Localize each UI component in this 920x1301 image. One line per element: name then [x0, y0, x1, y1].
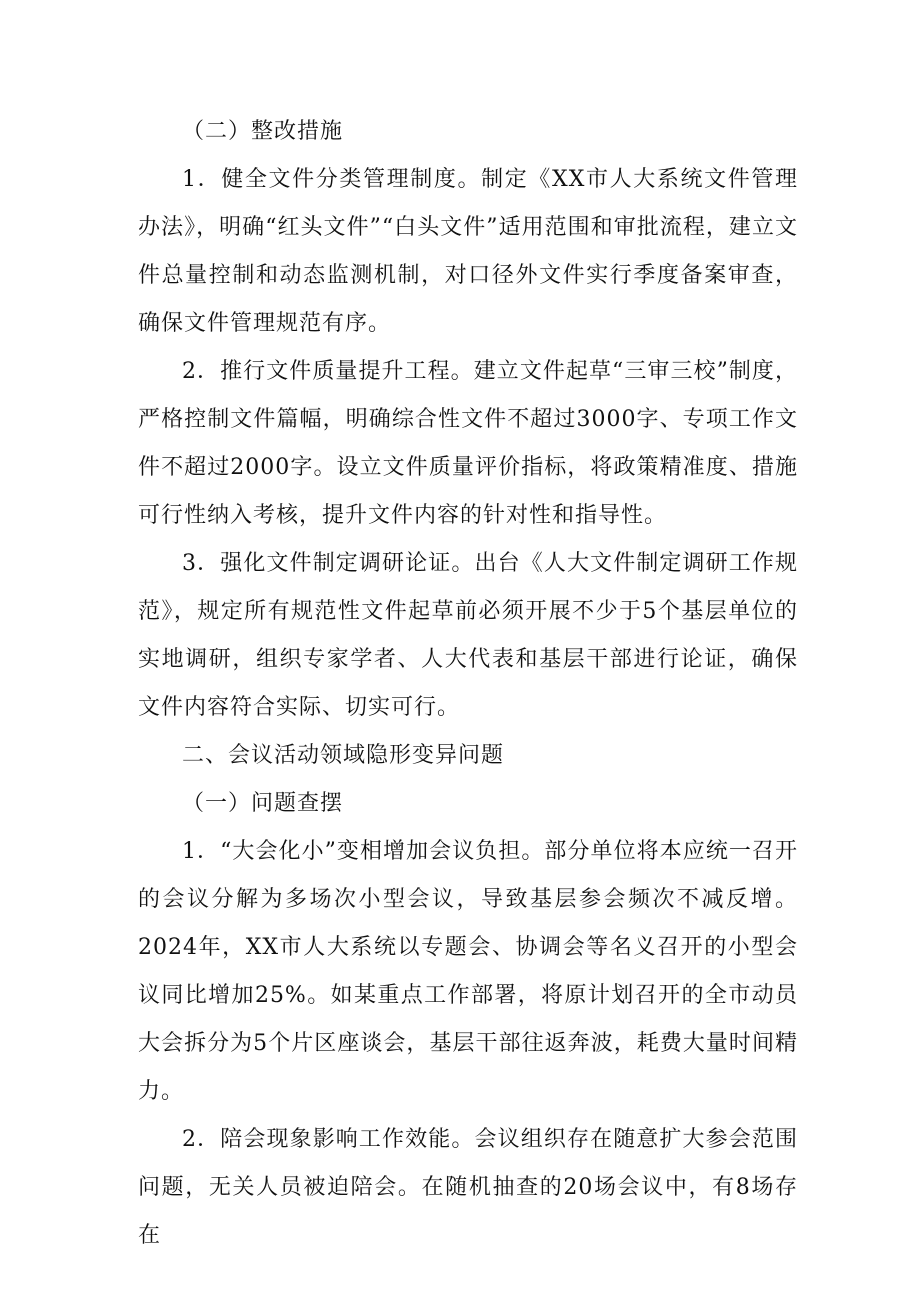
paragraph-problem-1: 1．“大会化小”变相增加会议负担。部分单位将本应统一召开的会议分解为多场次小型会议，导致基层参会频次不减反增。2024年，XX市人大系统以专题会、协调会等名义召开的小型会议同比增加25%。如某重点工作部署，将原计划召开的全市动员大会拆分为5个片区座谈会，基层干部往返奔波，耗费大量时间精力。: [138, 839, 798, 1104]
paragraph-problem-2: 2．陪会现象影响工作效能。会议组织存在随意扩大参会范围问题，无关人员被迫陪会。在随机抽查的20场会议中，有8场存在: [138, 1127, 798, 1248]
section-heading-meeting-issues: 二、会议活动领域隐形变异问题: [182, 743, 505, 768]
paragraph-measure-1: 1．健全文件分类管理制度。制定《XX市人大系统文件管理办法》，明确“红头文件”“白头文件”适用范围和审批流程，建立文件总量控制和动态监测机制，对口径外文件实行季度备案审查，确保文件管理规范有序。: [138, 167, 798, 336]
subsection-heading-problem-review: （一）问题查摆: [182, 791, 344, 816]
paragraph-measure-2: 2．推行文件质量提升工程。建立文件起草“三审三校”制度，严格控制文件篇幅，明确综合性文件不超过3000字、专项工作文件不超过2000字。设立文件质量评价指标，将政策精准度、措施可行性纳入考核，提升文件内容的针对性和指导性。: [138, 359, 798, 528]
paragraph-measure-3: 3．强化文件制定调研论证。出台《人大文件制定调研工作规范》，规定所有规范性文件起草前必须开展不少于5个基层单位的实地调研，组织专家学者、人大代表和基层干部进行论证，确保文件内容符合实际、切实可行。: [138, 551, 798, 720]
section-heading-rectification-measures: （二）整改措施: [182, 119, 344, 144]
document-body: [138, 108, 798, 1260]
